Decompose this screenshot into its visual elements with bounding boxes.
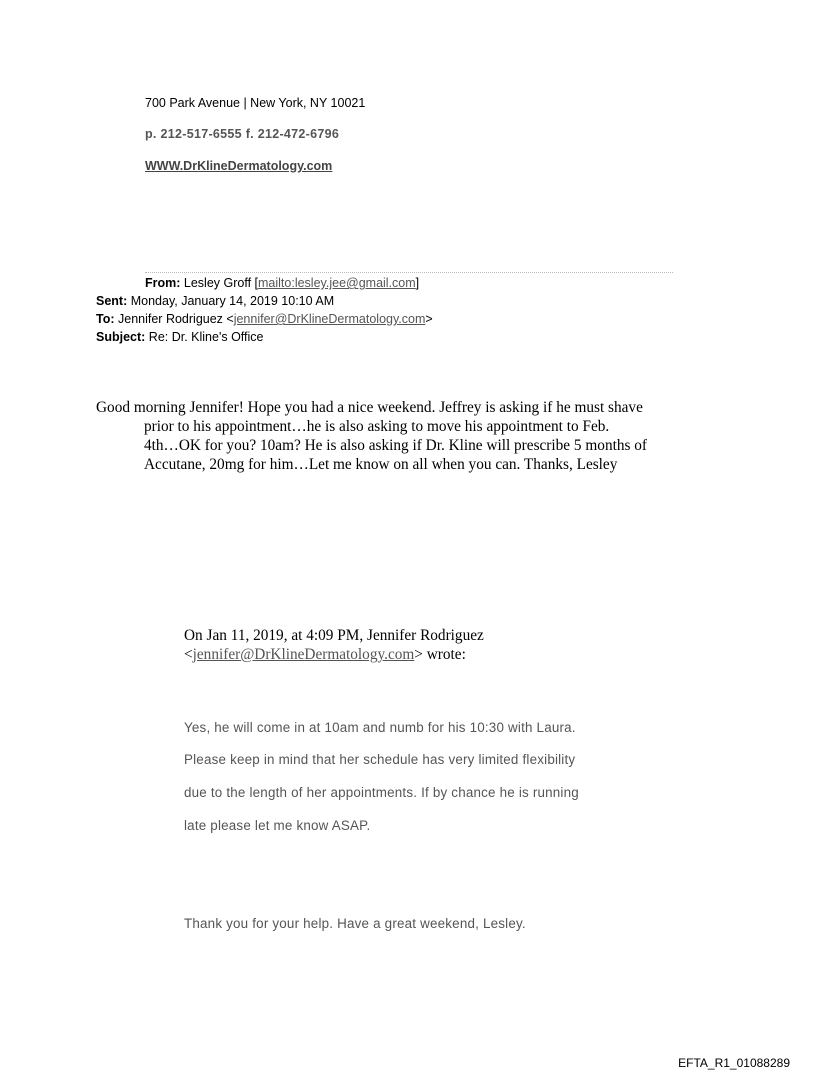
quote-attribution-line-1: On Jan 11, 2019, at 4:09 PM, Jennifer Rodriguez [184,627,484,644]
quoted-line-1: Yes, he will come in at 10am and numb for his 10:30 with Laura. [184,720,576,735]
to-label: To: [96,312,115,326]
message-line-1: Good morning Jennifer! Hope you had a nice weekend. Jeffrey is asking if he must shave [96,399,643,416]
message-line-2: prior to his appointment…he is also asking to move his appointment to Feb. [144,418,610,435]
quoted-line-3: due to the length of her appointments. If by chance he is running [184,785,579,800]
quoted-closing: Thank you for your help. Have a great weekend, Lesley. [184,916,526,931]
document-id: EFTA_R1_01088289 [678,1056,790,1070]
sent-line [96,292,334,310]
signature-phone: p. 212-517-6555 f. 212-472-6796 [145,127,340,141]
to-email-link[interactable]: jennifer@DrKlineDermatology.com [233,312,426,326]
from-email-link[interactable]: mailto:lesley.jee@gmail.com [258,276,416,290]
message-line-4: Accutane, 20mg for him…Let me know on all when you can. Thanks, Lesley [144,456,618,473]
from-line [145,274,419,292]
to-close: > [425,312,433,326]
to-name: Jennifer Rodriguez < [118,312,234,326]
signature-website-link[interactable]: WWW.DrKlineDermatology.com [145,159,333,173]
subject-line [96,328,264,346]
quoted-line-2: Please keep in mind that her schedule has very limited flexibility [184,752,576,767]
quoted-line-4: late please let me know ASAP. [184,818,371,833]
attribution-email-link[interactable]: jennifer@DrKlineDermatology.com [192,646,415,663]
sent-value: Monday, January 14, 2019 10:10 AM [130,294,335,308]
from-name: Lesley Groff [ [183,276,259,290]
attribution-close: > wrote: [414,646,466,663]
message-line-3: 4th…OK for you? 10am? He is also asking if Dr. Kline will prescribe 5 months of [144,437,648,454]
attribution-open: < [184,646,193,663]
subject-value: Re: Dr. Kline's Office [148,330,264,344]
signature-address: 700 Park Avenue | New York, NY 10021 [145,96,366,110]
from-close: ] [415,276,420,290]
from-label: From: [145,276,181,290]
subject-label: Subject: [96,330,146,344]
header-divider [145,272,673,273]
sent-label: Sent: [96,294,128,308]
quote-attribution-line-2 [184,645,466,664]
to-line [96,310,433,328]
